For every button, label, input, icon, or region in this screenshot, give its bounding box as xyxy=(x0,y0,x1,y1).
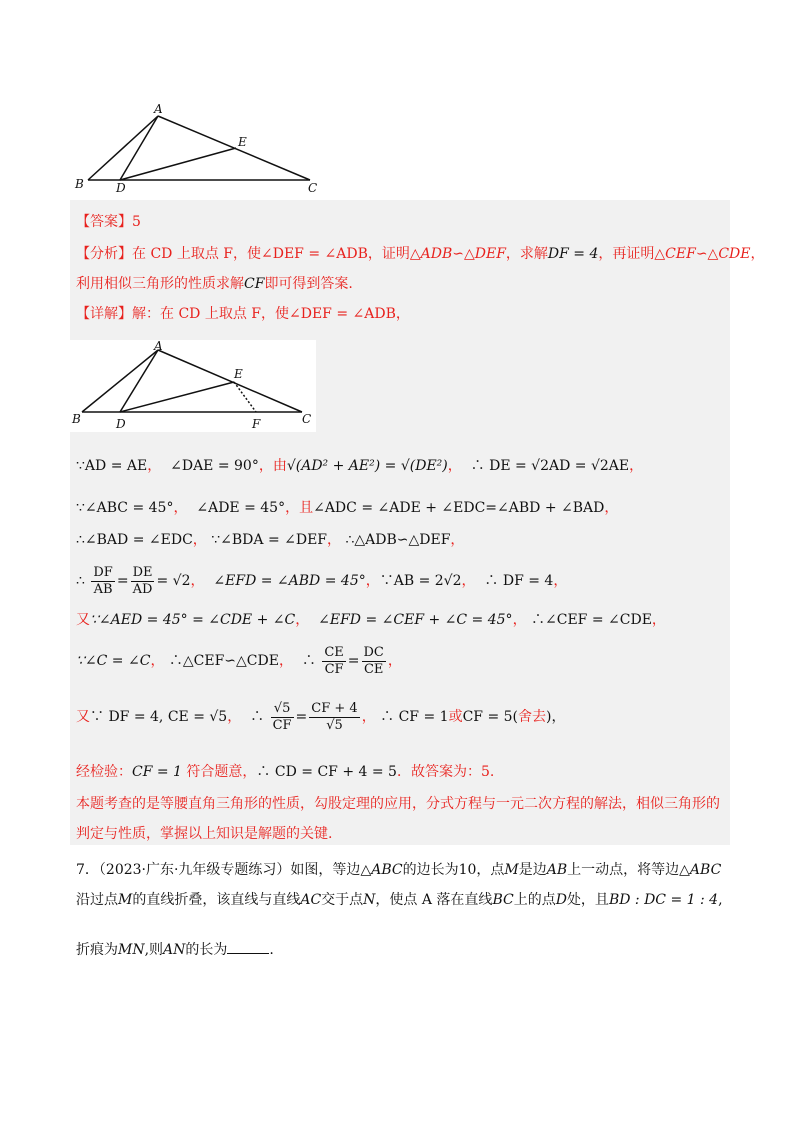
q-text: . xyxy=(269,942,274,958)
punct: ， xyxy=(173,500,188,516)
numerator: CF + 4 xyxy=(311,700,358,716)
label-D: D xyxy=(116,181,126,195)
analysis-text: 利用相似三角形的性质求解 xyxy=(76,276,244,292)
detail-step-3 xyxy=(76,530,464,550)
answer-value: 5 xyxy=(132,214,141,230)
detail-step-4 xyxy=(76,564,567,598)
q-text: 上一动点，将等边 xyxy=(567,862,680,878)
math-text: ∠ADE = 45° xyxy=(196,500,286,516)
detail-step-5 xyxy=(76,610,666,630)
analysis-line-1 xyxy=(76,244,764,264)
label-D: D xyxy=(116,417,126,431)
math-text: ∠EFD = ∠ABD = 45° xyxy=(213,573,366,589)
math-text: ∴ xyxy=(250,709,265,725)
label-E: E xyxy=(238,135,247,149)
detail-step-6 xyxy=(76,644,402,678)
analysis-tag: 【分析】 xyxy=(76,246,132,262)
math-text: ∠DAE = 90° xyxy=(170,458,259,474)
fraction-df-ab xyxy=(91,565,114,598)
math-text: ∵∠C = ∠C xyxy=(76,653,151,669)
summary-text: 判定与性质，掌握以上知识是解题的关键. xyxy=(76,826,333,842)
detail-step-8 xyxy=(76,762,494,782)
q-text: 的直线折叠，该直线与直线 xyxy=(132,892,301,908)
q-math: N xyxy=(363,892,376,908)
detail-tag: 【详解】 xyxy=(76,306,132,322)
label-F: F xyxy=(252,417,261,431)
figure-triangle-1 xyxy=(70,100,330,195)
answer-blank[interactable] xyxy=(227,941,269,954)
math-text: ∵∠AED = 45° = ∠CDE + ∠C xyxy=(90,612,296,628)
punct: ， xyxy=(361,709,376,725)
numerator: √5 xyxy=(271,701,294,718)
analysis-text: 即可得到答案. xyxy=(264,276,353,292)
denominator: CF xyxy=(272,717,292,733)
summary-text: 本题考查的是等腰直角三角形的性质，勾股定理的应用，分式方程与一元二次方程的解法，相似三角形的 xyxy=(76,796,720,812)
math-text: ∠EFD = ∠CEF + ∠C = 45° xyxy=(318,612,513,628)
answer-tag: 【答案】 xyxy=(76,214,132,230)
analysis-df: DF = 4 xyxy=(547,246,599,262)
q-text: 的长为 xyxy=(185,942,228,958)
detail-step-7 xyxy=(76,700,565,734)
label-E: E xyxy=(234,367,243,381)
punct: ， xyxy=(278,653,293,669)
q-text: 处，且 xyxy=(566,892,609,908)
q-math: M xyxy=(504,862,519,878)
label-A: A xyxy=(154,340,163,353)
math-text: CF = 1 xyxy=(132,764,182,780)
fraction-ce-cf xyxy=(322,645,345,678)
math-text: ∴ xyxy=(76,573,85,589)
math-text: ∴ CF = 1 xyxy=(380,709,449,725)
math-text: ∠ADC = ∠ADE + ∠EDC=∠ABD + ∠BAD xyxy=(313,500,605,516)
text: ．故答案为：5. xyxy=(396,764,495,780)
q-math: △ABC xyxy=(679,862,722,878)
q-text: 则 xyxy=(149,942,164,958)
numerator: CE xyxy=(324,644,344,660)
solution-block xyxy=(70,200,730,845)
punct: ， xyxy=(365,573,380,589)
math-text: ∴ CD = CF + 4 = 5 xyxy=(256,764,397,780)
q-text: 是边 xyxy=(518,862,547,878)
math-text: ∴∠BAD = ∠EDC xyxy=(76,532,193,548)
denominator: AD xyxy=(132,581,153,597)
q-text: 的边长为 xyxy=(402,862,459,878)
detail-text: 解：在 CD 上取点 F，使∠DEF = ∠ADB， xyxy=(132,306,410,322)
punct: ， xyxy=(295,612,310,628)
math-text: ∵AD = AE xyxy=(76,458,148,474)
punct: ， xyxy=(190,573,205,589)
punct: ， xyxy=(227,709,242,725)
analysis-sim-1: △ADB∽△DEF xyxy=(409,246,506,262)
punct: ， xyxy=(512,612,527,628)
detail-step-2 xyxy=(76,498,618,518)
analysis-sim-2: △CEF∽△CDE xyxy=(654,246,751,262)
text: 又 xyxy=(76,709,90,725)
punct: ，且 xyxy=(285,500,314,516)
q-text: 7．（2023·广东·九年级专题练习）如图，等边 xyxy=(76,862,361,878)
punct: ， xyxy=(450,532,465,548)
denominator: CE xyxy=(363,661,384,677)
fraction-cf4-sqrt5 xyxy=(309,701,359,734)
math-text: = xyxy=(347,653,360,669)
analysis-cf: CF xyxy=(244,276,265,292)
math-text: ∵∠BDA = ∠DEF xyxy=(211,532,328,548)
fraction-de-ad xyxy=(131,565,155,598)
math-text: ∴ DE = √2AD = √2AE xyxy=(470,458,630,474)
punct: ， xyxy=(147,458,162,474)
analysis-line-2 xyxy=(76,274,353,294)
q-math: MN xyxy=(118,942,145,958)
math-text: ∵ DF = 4, CE = √5 xyxy=(90,709,228,725)
punct: ， xyxy=(629,458,644,474)
punct: ， xyxy=(150,653,165,669)
numerator: DE xyxy=(132,564,153,580)
q-math: M xyxy=(118,892,133,908)
q-math: AB xyxy=(546,862,568,878)
math-text: ∴△CEF∽△CDE xyxy=(168,653,279,669)
math-text: ∴ xyxy=(301,653,316,669)
fraction-dc-ce xyxy=(362,645,386,678)
q-text: , xyxy=(144,942,150,958)
label-C: C xyxy=(302,412,312,426)
math-text: CF = 5( xyxy=(462,709,518,725)
math-text: = xyxy=(116,573,129,589)
analysis-text: ，再证明 xyxy=(598,246,655,262)
q-text: 交于点 xyxy=(321,892,364,908)
q-text: 上的点 xyxy=(513,892,556,908)
label-C: C xyxy=(308,181,318,195)
label-A: A xyxy=(154,102,163,116)
q-math: AC xyxy=(300,892,322,908)
punct: ， xyxy=(604,500,619,516)
numerator: DC xyxy=(363,644,384,660)
detail-line-1 xyxy=(76,304,410,324)
punct: ， xyxy=(192,532,207,548)
q-math: BC xyxy=(492,892,514,908)
detail-step-1 xyxy=(76,456,643,476)
punct: ， xyxy=(447,458,462,474)
text: 经检验： xyxy=(76,764,132,780)
q-math: BD : DC = 1 : 4 xyxy=(608,892,719,908)
numerator: DF xyxy=(93,564,113,580)
figure-triangle-2 xyxy=(70,340,316,432)
q-text: , xyxy=(718,892,723,908)
math-text: ∵∠ABC = 45° xyxy=(76,500,174,516)
text: 或 xyxy=(448,709,463,725)
punct: ， xyxy=(461,573,476,589)
fraction-sqrt5-cf xyxy=(271,701,294,734)
question-7-line-2 xyxy=(76,890,723,910)
denominator: CF xyxy=(324,661,344,677)
denominator: √5 xyxy=(326,717,343,733)
text: 符合题意， xyxy=(186,764,257,780)
punct: ， xyxy=(387,653,402,669)
math-text: = √2 xyxy=(156,573,191,589)
question-7-line-3 xyxy=(76,940,274,960)
label-B: B xyxy=(72,412,81,426)
answer-line xyxy=(76,212,141,232)
math-text: √(AD² + AE²) = √(DE²) xyxy=(286,458,448,474)
analysis-text: ，求解 xyxy=(505,246,548,262)
analysis-text: 在 CD 上取点 F，使∠DEF = ∠ADB，证明 xyxy=(132,246,410,262)
math-text: = xyxy=(295,709,308,725)
q-math: D xyxy=(555,892,567,908)
text: 舍去 xyxy=(518,709,546,725)
math-text: )， xyxy=(546,709,566,725)
punct: ， xyxy=(651,612,666,628)
denominator: AB xyxy=(93,581,113,597)
q-text: ，使点 A 落在直线 xyxy=(375,892,493,908)
punct: ，由 xyxy=(258,458,287,474)
label-B: B xyxy=(75,177,84,191)
q-math: AN xyxy=(163,942,186,958)
q-text: 折痕为 xyxy=(76,942,118,958)
q-text: ，点 xyxy=(476,862,505,878)
question-7-line-1 xyxy=(76,860,721,880)
punct: ， xyxy=(327,532,342,548)
math-text: ∴ DF = 4 xyxy=(484,573,554,589)
math-text: ∵AB = 2√2 xyxy=(379,573,462,589)
text: 又 xyxy=(76,612,90,628)
math-text: ∴△ADB∽△DEF xyxy=(345,532,451,548)
q-math: 10 xyxy=(458,862,477,878)
q-text: 沿过点 xyxy=(76,892,118,908)
punct: ， xyxy=(553,573,568,589)
detail-summary-1 xyxy=(76,794,720,814)
analysis-text: ， xyxy=(750,246,765,262)
detail-summary-2 xyxy=(76,824,332,844)
math-text: ∴∠CEF = ∠CDE xyxy=(531,612,652,628)
q-math: △ABC xyxy=(360,862,403,878)
